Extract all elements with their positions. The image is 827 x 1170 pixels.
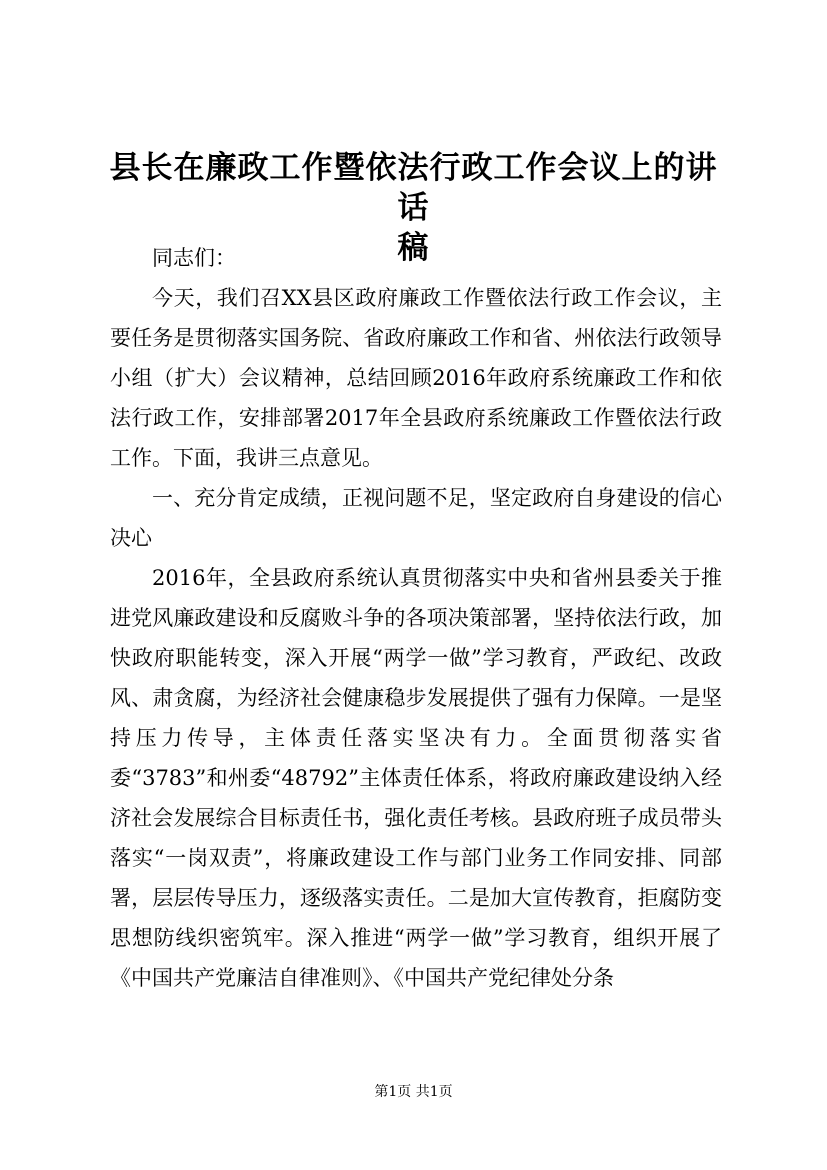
title-line-2: 稿 — [397, 230, 430, 266]
page-footer: 第1页 共1页 — [374, 1084, 453, 1100]
salutation: 同志们： — [152, 246, 236, 270]
paragraph-achievements: 2016年，全县政府系统认真贯彻落实中央和省州县委关于推进党风廉政建设和反腐败斗争的各项决策部署，坚持依法行政，加快政府职能转变，深入开展“两学一做”学习教育，严政纪、改政风、肃贪腐，为经济社会健康稳步发展提供了强有力保障。一是坚持压力传导，主体责任落实坚决有力。全面贯彻落实省委“3783”和州委“48792”主体责任体系，将政府廉政建设纳入经济社会发展综合目标责任书，强化责任考核。县政府班子成员带头落实“一岗双责”，将廉政建设工作与部门业务工作同安排、同部署，层层传导压力，逐级落实责任。二是加大宣传教育，拒腐防变思想防线织密筑牢。深入推进“两学一做”学习教育，组织开展了《中国共产党廉洁自律准则》、《中国共产党纪律处分条 — [110, 566, 722, 990]
title-line-1: 县长在廉政工作暨依法行政工作会议上的讲话 — [109, 150, 718, 226]
section-heading-1: 一、充分肯定成绩，正视问题不足，坚定政府自身建设的信心决心 — [110, 486, 722, 550]
document-body — [110, 238, 722, 998]
paragraph-intro: 今天，我们召XX县区政府廉政工作暨依法行政工作会议，主要任务是贯彻落实国务院、省政府廉政工作和省、州依法行政领导小组（扩大）会议精神，总结回顾2016年政府系统廉政工作和依法行政工作，安排部署2017年全县政府系统廉政工作暨依法行政工作。下面，我讲三点意见。 — [110, 286, 722, 470]
